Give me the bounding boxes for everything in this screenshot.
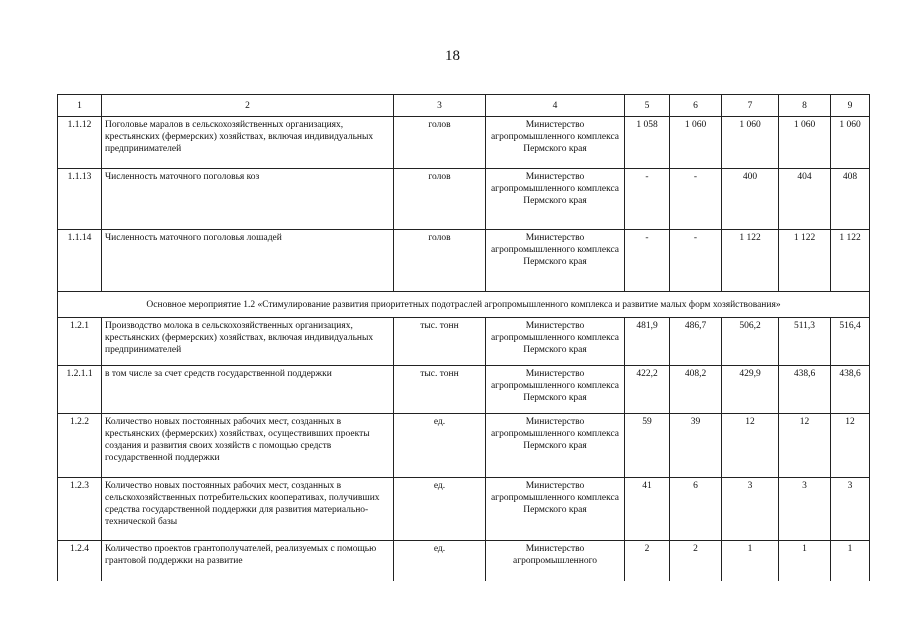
table-row	[58, 117, 870, 169]
value-cell: 481,9	[625, 318, 670, 366]
value-cell: -	[625, 169, 670, 230]
value-cell: 3	[831, 478, 870, 541]
value-cell: 6	[670, 478, 722, 541]
responsible-cell: Министерство агропромышленного	[486, 541, 625, 581]
responsible-cell: Министерство агропромышленного комплекса Пермского края	[486, 318, 625, 366]
indicator-name: Численность маточного поголовья лошадей	[102, 230, 394, 292]
value-cell: -	[625, 230, 670, 292]
responsible-cell: Министерство агропромышленного комплекса Пермского края	[486, 169, 625, 230]
value-cell: 1 058	[625, 117, 670, 169]
column-header: 3	[394, 95, 486, 117]
value-cell: 404	[779, 169, 831, 230]
value-cell: -	[670, 230, 722, 292]
column-header: 2	[102, 95, 394, 117]
value-cell: 2	[670, 541, 722, 581]
row-number: 1.1.12	[58, 117, 102, 169]
table-header-row	[58, 95, 870, 117]
indicator-name: Количество проектов грантополучателей, реализуемых с помощью грантовой поддержки на развитие	[102, 541, 394, 581]
row-number: 1.2.3	[58, 478, 102, 541]
unit-cell: ед.	[394, 414, 486, 478]
value-cell: 422,2	[625, 366, 670, 414]
value-cell: 438,6	[831, 366, 870, 414]
responsible-cell: Министерство агропромышленного комплекса Пермского края	[486, 414, 625, 478]
table-row	[58, 318, 870, 366]
section-heading: Основное мероприятие 1.2 «Стимулирование развития приоритетных подотраслей агропромышленного комплекса и развитие малых форм хозяйствования»	[58, 292, 870, 318]
column-header: 1	[58, 95, 102, 117]
indicator-name: в том числе за счет средств государственной поддержки	[102, 366, 394, 414]
row-number: 1.2.1	[58, 318, 102, 366]
value-cell: 1 060	[831, 117, 870, 169]
value-cell: 511,3	[779, 318, 831, 366]
indicator-name: Производство молока в сельскохозяйственных организациях, крестьянских (фермерских) хозяйствах, включая индивидуальных предпринимателей	[102, 318, 394, 366]
unit-cell: голов	[394, 230, 486, 292]
value-cell: 1 060	[722, 117, 779, 169]
value-cell: 1 060	[670, 117, 722, 169]
indicator-name: Количество новых постоянных рабочих мест, созданных в сельскохозяйственных потребительских кооперативах, получивших средства государственной поддержки для развития материально-технической базы	[102, 478, 394, 541]
responsible-cell: Министерство агропромышленного комплекса Пермского края	[486, 478, 625, 541]
value-cell: 429,9	[722, 366, 779, 414]
value-cell: 486,7	[670, 318, 722, 366]
responsible-cell: Министерство агропромышленного комплекса Пермского края	[486, 366, 625, 414]
value-cell: 12	[831, 414, 870, 478]
row-number: 1.1.13	[58, 169, 102, 230]
row-number: 1.2.4	[58, 541, 102, 581]
value-cell: 408,2	[670, 366, 722, 414]
column-header: 7	[722, 95, 779, 117]
value-cell: -	[670, 169, 722, 230]
value-cell: 1	[779, 541, 831, 581]
column-header: 8	[779, 95, 831, 117]
unit-cell: голов	[394, 169, 486, 230]
column-header: 6	[670, 95, 722, 117]
row-number: 1.2.1.1	[58, 366, 102, 414]
table-row	[58, 478, 870, 541]
column-header: 5	[625, 95, 670, 117]
value-cell: 1 122	[779, 230, 831, 292]
unit-cell: тыс. тонн	[394, 366, 486, 414]
value-cell: 516,4	[831, 318, 870, 366]
value-cell: 41	[625, 478, 670, 541]
indicators-table	[57, 94, 870, 581]
indicator-name: Численность маточного поголовья коз	[102, 169, 394, 230]
unit-cell: тыс. тонн	[394, 318, 486, 366]
table-row	[58, 541, 870, 581]
column-header: 9	[831, 95, 870, 117]
value-cell: 408	[831, 169, 870, 230]
row-number: 1.2.2	[58, 414, 102, 478]
unit-cell: ед.	[394, 541, 486, 581]
value-cell: 438,6	[779, 366, 831, 414]
value-cell: 59	[625, 414, 670, 478]
indicator-name: Количество новых постоянных рабочих мест, созданных в крестьянских (фермерских) хозяйствах, осуществивших проекты создания и развития своих хозяйств с помощью средств государственной поддержки	[102, 414, 394, 478]
row-number: 1.1.14	[58, 230, 102, 292]
column-header: 4	[486, 95, 625, 117]
value-cell: 2	[625, 541, 670, 581]
unit-cell: голов	[394, 117, 486, 169]
table-row	[58, 366, 870, 414]
section-row	[58, 292, 870, 318]
table-row	[58, 230, 870, 292]
responsible-cell: Министерство агропромышленного комплекса Пермского края	[486, 230, 625, 292]
value-cell: 506,2	[722, 318, 779, 366]
value-cell: 1	[831, 541, 870, 581]
value-cell: 3	[779, 478, 831, 541]
page-number: 18	[445, 48, 460, 64]
indicator-name: Поголовье маралов в сельскохозяйственных организациях, крестьянских (фермерских) хозяйствах, включая индивидуальных предпринимателей	[102, 117, 394, 169]
value-cell: 1	[722, 541, 779, 581]
value-cell: 1 060	[779, 117, 831, 169]
responsible-cell: Министерство агропромышленного комплекса Пермского края	[486, 117, 625, 169]
value-cell: 1 122	[722, 230, 779, 292]
value-cell: 12	[722, 414, 779, 478]
value-cell: 3	[722, 478, 779, 541]
unit-cell: ед.	[394, 478, 486, 541]
value-cell: 400	[722, 169, 779, 230]
table-row	[58, 414, 870, 478]
value-cell: 12	[779, 414, 831, 478]
value-cell: 39	[670, 414, 722, 478]
table-row	[58, 169, 870, 230]
value-cell: 1 122	[831, 230, 870, 292]
